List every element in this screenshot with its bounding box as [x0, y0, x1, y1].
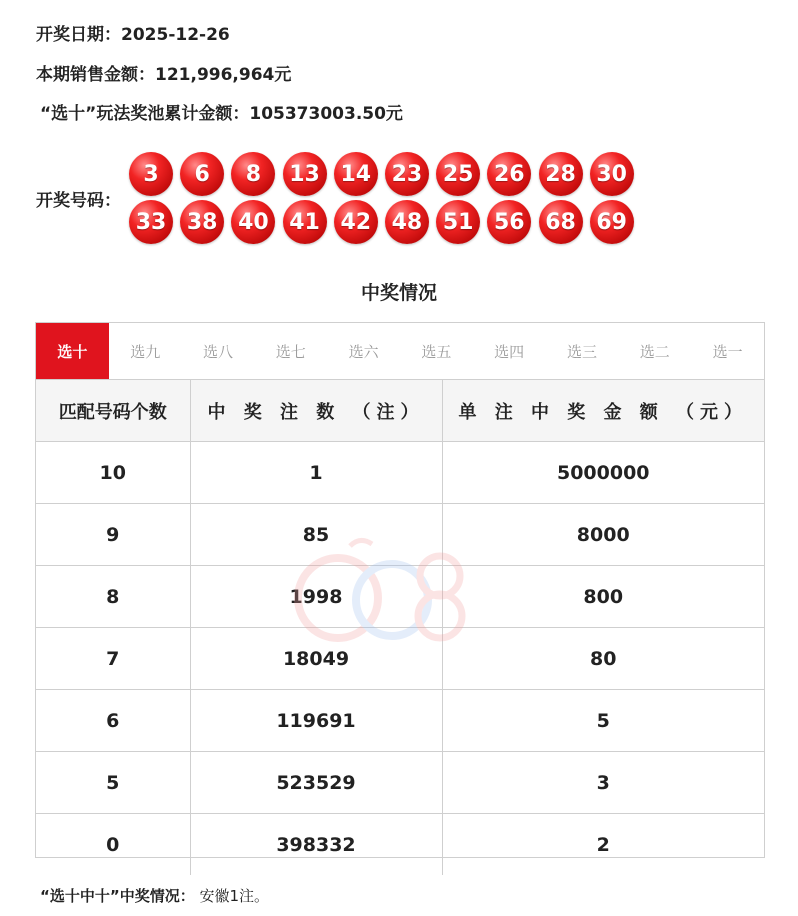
number-ball: 23	[385, 152, 429, 196]
cell-prize-amount: 80	[442, 628, 764, 690]
number-ball: 3	[129, 152, 173, 196]
header-match-count: 匹配号码个数	[36, 380, 190, 442]
tab-play-type[interactable]: 选五	[421, 342, 452, 361]
cell-match-count: 9	[36, 504, 190, 566]
table-row	[36, 814, 764, 876]
number-ball: 42	[334, 200, 378, 244]
cell-match-count: 0	[36, 814, 190, 876]
number-ball: 30	[590, 152, 634, 196]
jackpot-pool-value: 105373003.50元	[249, 104, 403, 124]
tab-play-type[interactable]: 选四	[494, 342, 525, 361]
table-row	[36, 442, 764, 504]
ball-row-1	[129, 152, 649, 200]
number-ball: 41	[283, 200, 327, 244]
sales-amount-value: 121,996,964元	[155, 65, 292, 85]
tab-play-type[interactable]: 选六	[348, 342, 379, 361]
prize-table-panel	[35, 322, 765, 858]
cell-prize-amount: 3	[442, 752, 764, 814]
draw-date-value: 2025-12-26	[121, 25, 230, 45]
cell-match-count: 10	[36, 442, 190, 504]
table-row	[36, 504, 764, 566]
number-ball: 26	[487, 152, 531, 196]
cell-match-count: 5	[36, 752, 190, 814]
cell-match-count: 7	[36, 628, 190, 690]
top-prize-value: 安徽1注。	[199, 887, 270, 905]
draw-date-label: 开奖日期：	[36, 25, 121, 45]
table-row	[36, 690, 764, 752]
cell-prize-amount: 2	[596, 833, 610, 856]
cell-winning-bets: 1	[190, 442, 442, 504]
tab-play-type[interactable]: 选二	[639, 342, 670, 361]
cell-match-count: 6	[36, 690, 190, 752]
tab-play-type[interactable]: 选三	[566, 342, 597, 361]
cell-prize-amount: 800	[442, 566, 764, 628]
cell-winning-bets: 398332	[190, 814, 442, 876]
play-type-tabs	[36, 323, 764, 380]
number-ball: 51	[436, 200, 480, 244]
number-ball: 33	[129, 200, 173, 244]
number-ball: 38	[180, 200, 224, 244]
cell-prize-amount: 5000000	[442, 442, 764, 504]
number-ball: 6	[180, 152, 224, 196]
number-ball: 28	[539, 152, 583, 196]
top-prize-label: “选十中十”中奖情况：	[40, 887, 195, 905]
header-winning-bets: 中 奖 注 数 （注）	[190, 380, 442, 442]
header-prize-amount: 单 注 中 奖 金 额 （元）	[442, 380, 764, 442]
tab-play-type[interactable]: 选八	[202, 342, 233, 361]
table-row	[36, 752, 764, 814]
sales-amount-line	[36, 60, 291, 85]
number-ball: 40	[231, 200, 275, 244]
number-ball: 68	[539, 200, 583, 244]
sales-amount-label: 本期销售金额：	[36, 65, 155, 85]
cell-winning-bets: 18049	[190, 628, 442, 690]
prize-section-title: 中奖情况	[360, 282, 437, 304]
number-ball: 56	[487, 200, 531, 244]
draw-date-line	[36, 20, 230, 45]
winning-numbers	[129, 152, 649, 248]
tab-play-type[interactable]: 选一	[712, 342, 743, 361]
number-ball: 25	[436, 152, 480, 196]
cell-winning-bets: 1998	[190, 566, 442, 628]
number-ball: 48	[385, 200, 429, 244]
tab-play-type[interactable]: 选九	[130, 342, 161, 361]
table-row	[36, 566, 764, 628]
number-ball: 14	[334, 152, 378, 196]
cell-winning-bets: 85	[190, 504, 442, 566]
cell-match-count: 8	[36, 566, 190, 628]
number-ball: 69	[590, 200, 634, 244]
winning-numbers-label: 开奖号码：	[36, 191, 121, 211]
ball-row-2	[129, 200, 649, 248]
jackpot-pool-line	[40, 99, 403, 124]
cell-winning-bets: 523529	[190, 752, 442, 814]
prize-table	[36, 380, 764, 875]
tab-play-type[interactable]: 选七	[275, 342, 306, 361]
table-row	[36, 628, 764, 690]
table-header-row	[36, 380, 764, 442]
cell-prize-amount: 5	[442, 690, 764, 752]
number-ball: 8	[231, 152, 275, 196]
cell-winning-bets: 119691	[190, 690, 442, 752]
jackpot-pool-label: “选十”玩法奖池累计金额：	[40, 104, 250, 124]
tab-play-type[interactable]: 选十	[36, 323, 109, 379]
cell-prize-amount: 8000	[442, 504, 764, 566]
number-ball: 13	[283, 152, 327, 196]
top-prize-summary	[40, 885, 269, 906]
